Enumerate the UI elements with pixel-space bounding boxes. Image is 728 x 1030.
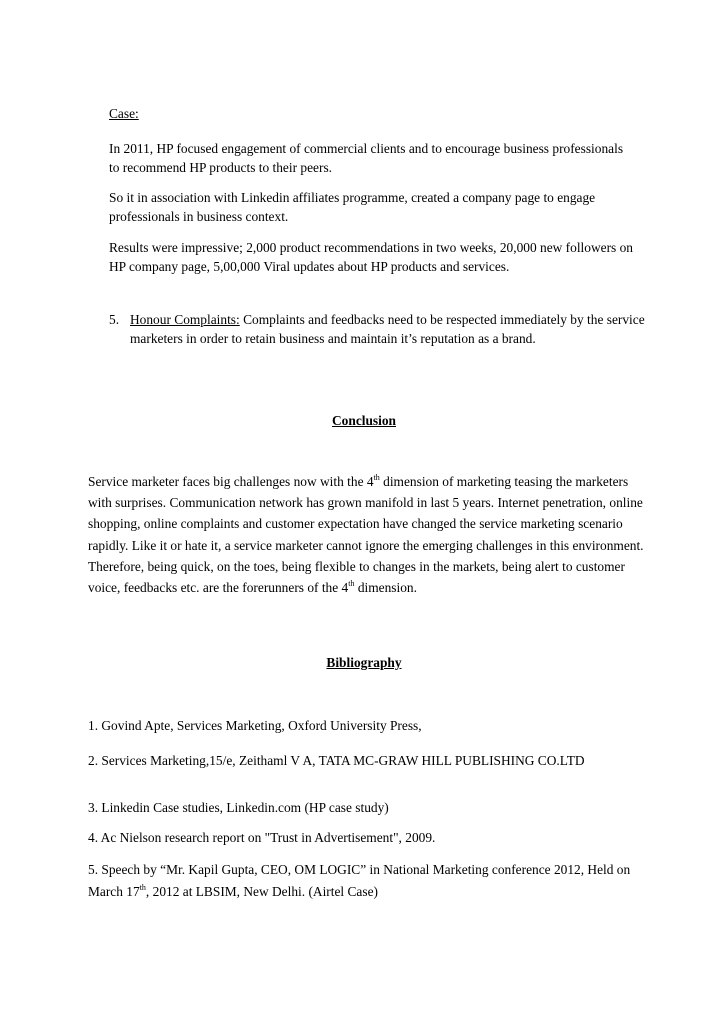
bibliography-item: 1. Govind Apte, Services Marketing, Oxford University Press,: [88, 718, 422, 733]
case-heading: Case:: [109, 106, 139, 121]
conclusion-text: dimension.: [354, 580, 417, 596]
honour-complaints-title: Honour Complaints:: [130, 312, 240, 327]
conclusion-text: dimension of marketing teasing the marketers with surprises. Communication network has grown manifold in last 5 years. Internet penetration, online shopping, online complaints and customer expectation have changed the service marketing scenario rapidly. Like it or hate it, a service marketer cannot ignore the emerging challenges in this environment. Therefore, being quick, on the toes, being flexible to changes in the markets, being alert to customer voice, feedbacks etc. are the forerunners of the 4: [88, 474, 644, 596]
bibliography-heading: Bibliography: [326, 655, 402, 670]
bibliography-text: , 2012 at LBSIM, New Delhi. (Airtel Case): [145, 884, 378, 899]
honour-complaints-item: [130, 310, 650, 348]
list-number: 5.: [109, 312, 120, 327]
conclusion-heading: Conclusion: [332, 413, 396, 428]
case-paragraph: So it in association with Linkedin affiliates programme, created a company page to engage professionals in business context.: [109, 190, 596, 224]
superscript: th: [373, 472, 380, 482]
conclusion-paragraph: [88, 471, 648, 598]
bibliography-text: 5. Speech by “Mr. Kapil Gupta, CEO, OM LOGIC” in National Marketing conference 2012, Held on March 17: [88, 862, 631, 899]
bibliography-item: [88, 859, 648, 903]
bibliography-item: 3. Linkedin Case studies, Linkedin.com (HP case study): [88, 800, 389, 815]
bibliography-item: 2. Services Marketing,15/e, Zeithaml V A, TATA MC-GRAW HILL PUBLISHING CO.LTD: [88, 753, 585, 768]
conclusion-text: Service marketer faces big challenges now with the 4: [88, 474, 374, 489]
bibliography-item: 4. Ac Nielson research report on "Trust in Advertisement", 2009.: [88, 830, 436, 845]
case-paragraph: In 2011, HP focused engagement of commercial clients and to encourage business professionals to recommend HP products to their peers.: [109, 141, 624, 175]
honour-complaints-text: Complaints and feedbacks need to be respected immediately by the service marketers in order to retain business and maintain it’s reputation as a brand.: [130, 312, 645, 346]
case-paragraph: Results were impressive; 2,000 product recommendations in two weeks, 20,000 new followers on HP company page, 5,00,000 Viral updates about HP products and services.: [109, 240, 633, 274]
superscript: th: [348, 578, 355, 588]
superscript: th: [139, 882, 146, 892]
